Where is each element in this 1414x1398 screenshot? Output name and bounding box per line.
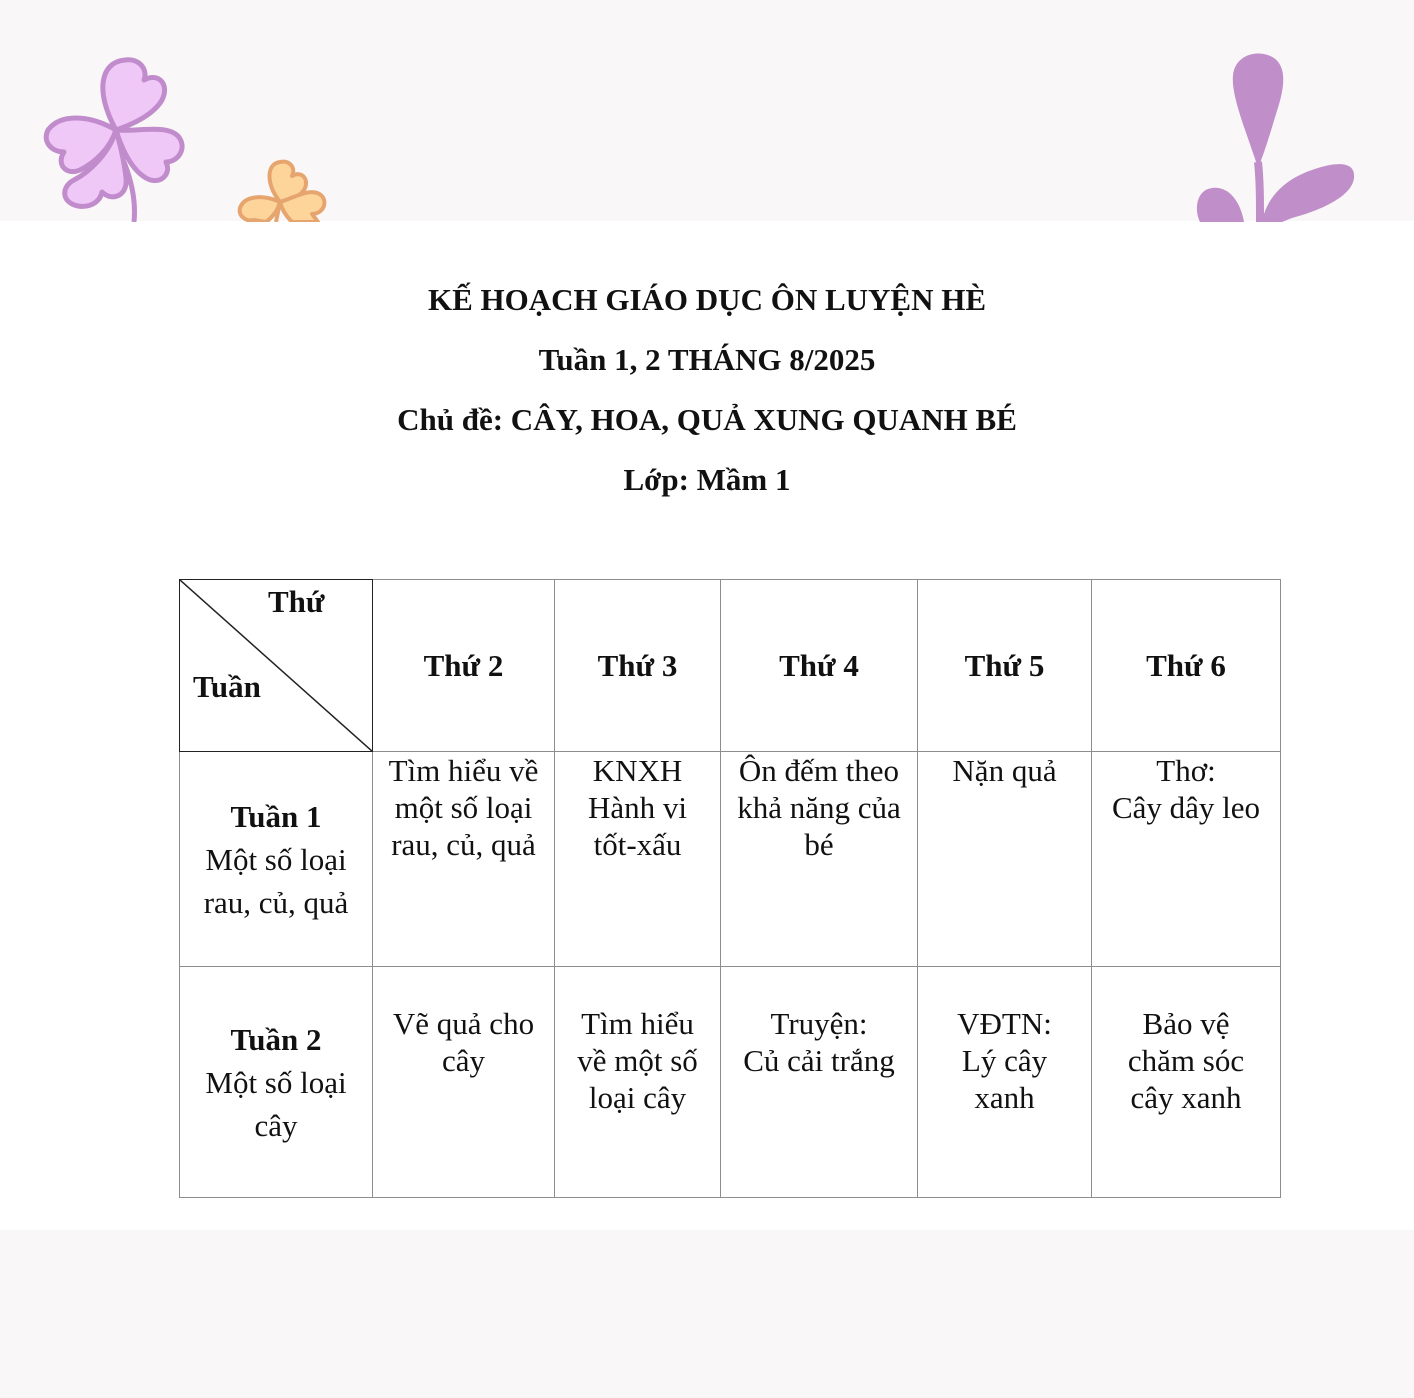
activity-line: Bảo vệ <box>1142 1006 1230 1041</box>
schedule-table <box>179 579 1281 1198</box>
corner-day-label: Thứ <box>268 584 325 619</box>
four-leaf-clover-icon <box>40 52 190 222</box>
activity-line: tốt-xấu <box>593 827 682 862</box>
week-topic-line: Một số loại <box>205 841 347 877</box>
activity-cell <box>918 752 1092 967</box>
bottom-background-band <box>0 1230 1414 1398</box>
plan-weeks: Tuần 1, 2 THÁNG 8/2025 <box>538 342 876 377</box>
plan-title: KẾ HOẠCH GIÁO DỤC ÔN LUYỆN HÈ <box>427 282 987 317</box>
week-label: Tuần 2 <box>230 1021 322 1057</box>
activity-line: chăm sóc <box>1127 1043 1245 1078</box>
plan-class: Lớp: Mầm 1 <box>623 462 791 497</box>
activity-line: cây <box>441 1043 486 1078</box>
document-header <box>0 270 1414 510</box>
corner-header-cell <box>180 580 373 752</box>
activity-line: rau, củ, quả <box>391 827 536 862</box>
activity-line: về một số <box>577 1043 698 1078</box>
activity-line: Vẽ quả cho <box>392 1006 535 1041</box>
activity-cell <box>721 752 918 967</box>
activity-cell <box>555 967 721 1198</box>
activity-line: loại cây <box>588 1080 687 1115</box>
week-cell <box>180 752 373 967</box>
corner-week-label: Tuần <box>193 669 261 704</box>
activity-cell <box>373 967 555 1198</box>
activity-line: Cây dây leo <box>1111 790 1261 825</box>
activity-line: Truyện: <box>770 1006 868 1041</box>
activity-line: xanh <box>974 1080 1035 1115</box>
activity-line: bé <box>804 827 834 862</box>
activity-line: khả năng của <box>737 790 901 825</box>
activity-cell <box>555 752 721 967</box>
activity-line: Nặn quả <box>952 753 1057 788</box>
activity-line: Tìm hiểu về <box>388 753 539 788</box>
week-topic-line: Một số loại <box>205 1064 347 1100</box>
activity-cell <box>373 752 555 967</box>
activity-cell <box>1092 752 1281 967</box>
activity-cell <box>1092 967 1281 1198</box>
week-label: Tuần 1 <box>230 798 322 834</box>
header-row <box>180 580 1281 752</box>
day-header: Thứ 5 <box>918 580 1092 752</box>
activity-line: Ôn đếm theo <box>738 753 900 788</box>
activity-line: Củ cải trắng <box>743 1043 895 1078</box>
sprout-plant-icon <box>1192 50 1362 222</box>
activity-line: Thơ: <box>1156 753 1216 788</box>
week-topic-line: cây <box>254 1107 298 1143</box>
activity-line: một số loại <box>394 790 533 825</box>
activity-cell <box>721 967 918 1198</box>
day-header: Thứ 2 <box>373 580 555 752</box>
activity-line: VĐTN: <box>957 1006 1052 1041</box>
activity-line: KNXH <box>592 753 683 788</box>
plan-theme: Chủ đề: CÂY, HOA, QUẢ XUNG QUANH BÉ <box>397 402 1017 437</box>
day-header: Thứ 3 <box>555 580 721 752</box>
day-header: Thứ 6 <box>1092 580 1281 752</box>
week-topic-line: rau, củ, quả <box>203 884 349 920</box>
activity-cell <box>918 967 1092 1198</box>
table-row <box>180 967 1281 1198</box>
table-row <box>180 752 1281 967</box>
activity-line: Lý cây <box>961 1043 1048 1078</box>
activity-line: Hành vi <box>587 790 687 825</box>
small-orange-clover-icon <box>236 156 328 222</box>
week-cell <box>180 967 373 1198</box>
activity-line: Tìm hiểu <box>581 1006 694 1041</box>
day-header: Thứ 4 <box>721 580 918 752</box>
activity-line: cây xanh <box>1130 1080 1242 1115</box>
